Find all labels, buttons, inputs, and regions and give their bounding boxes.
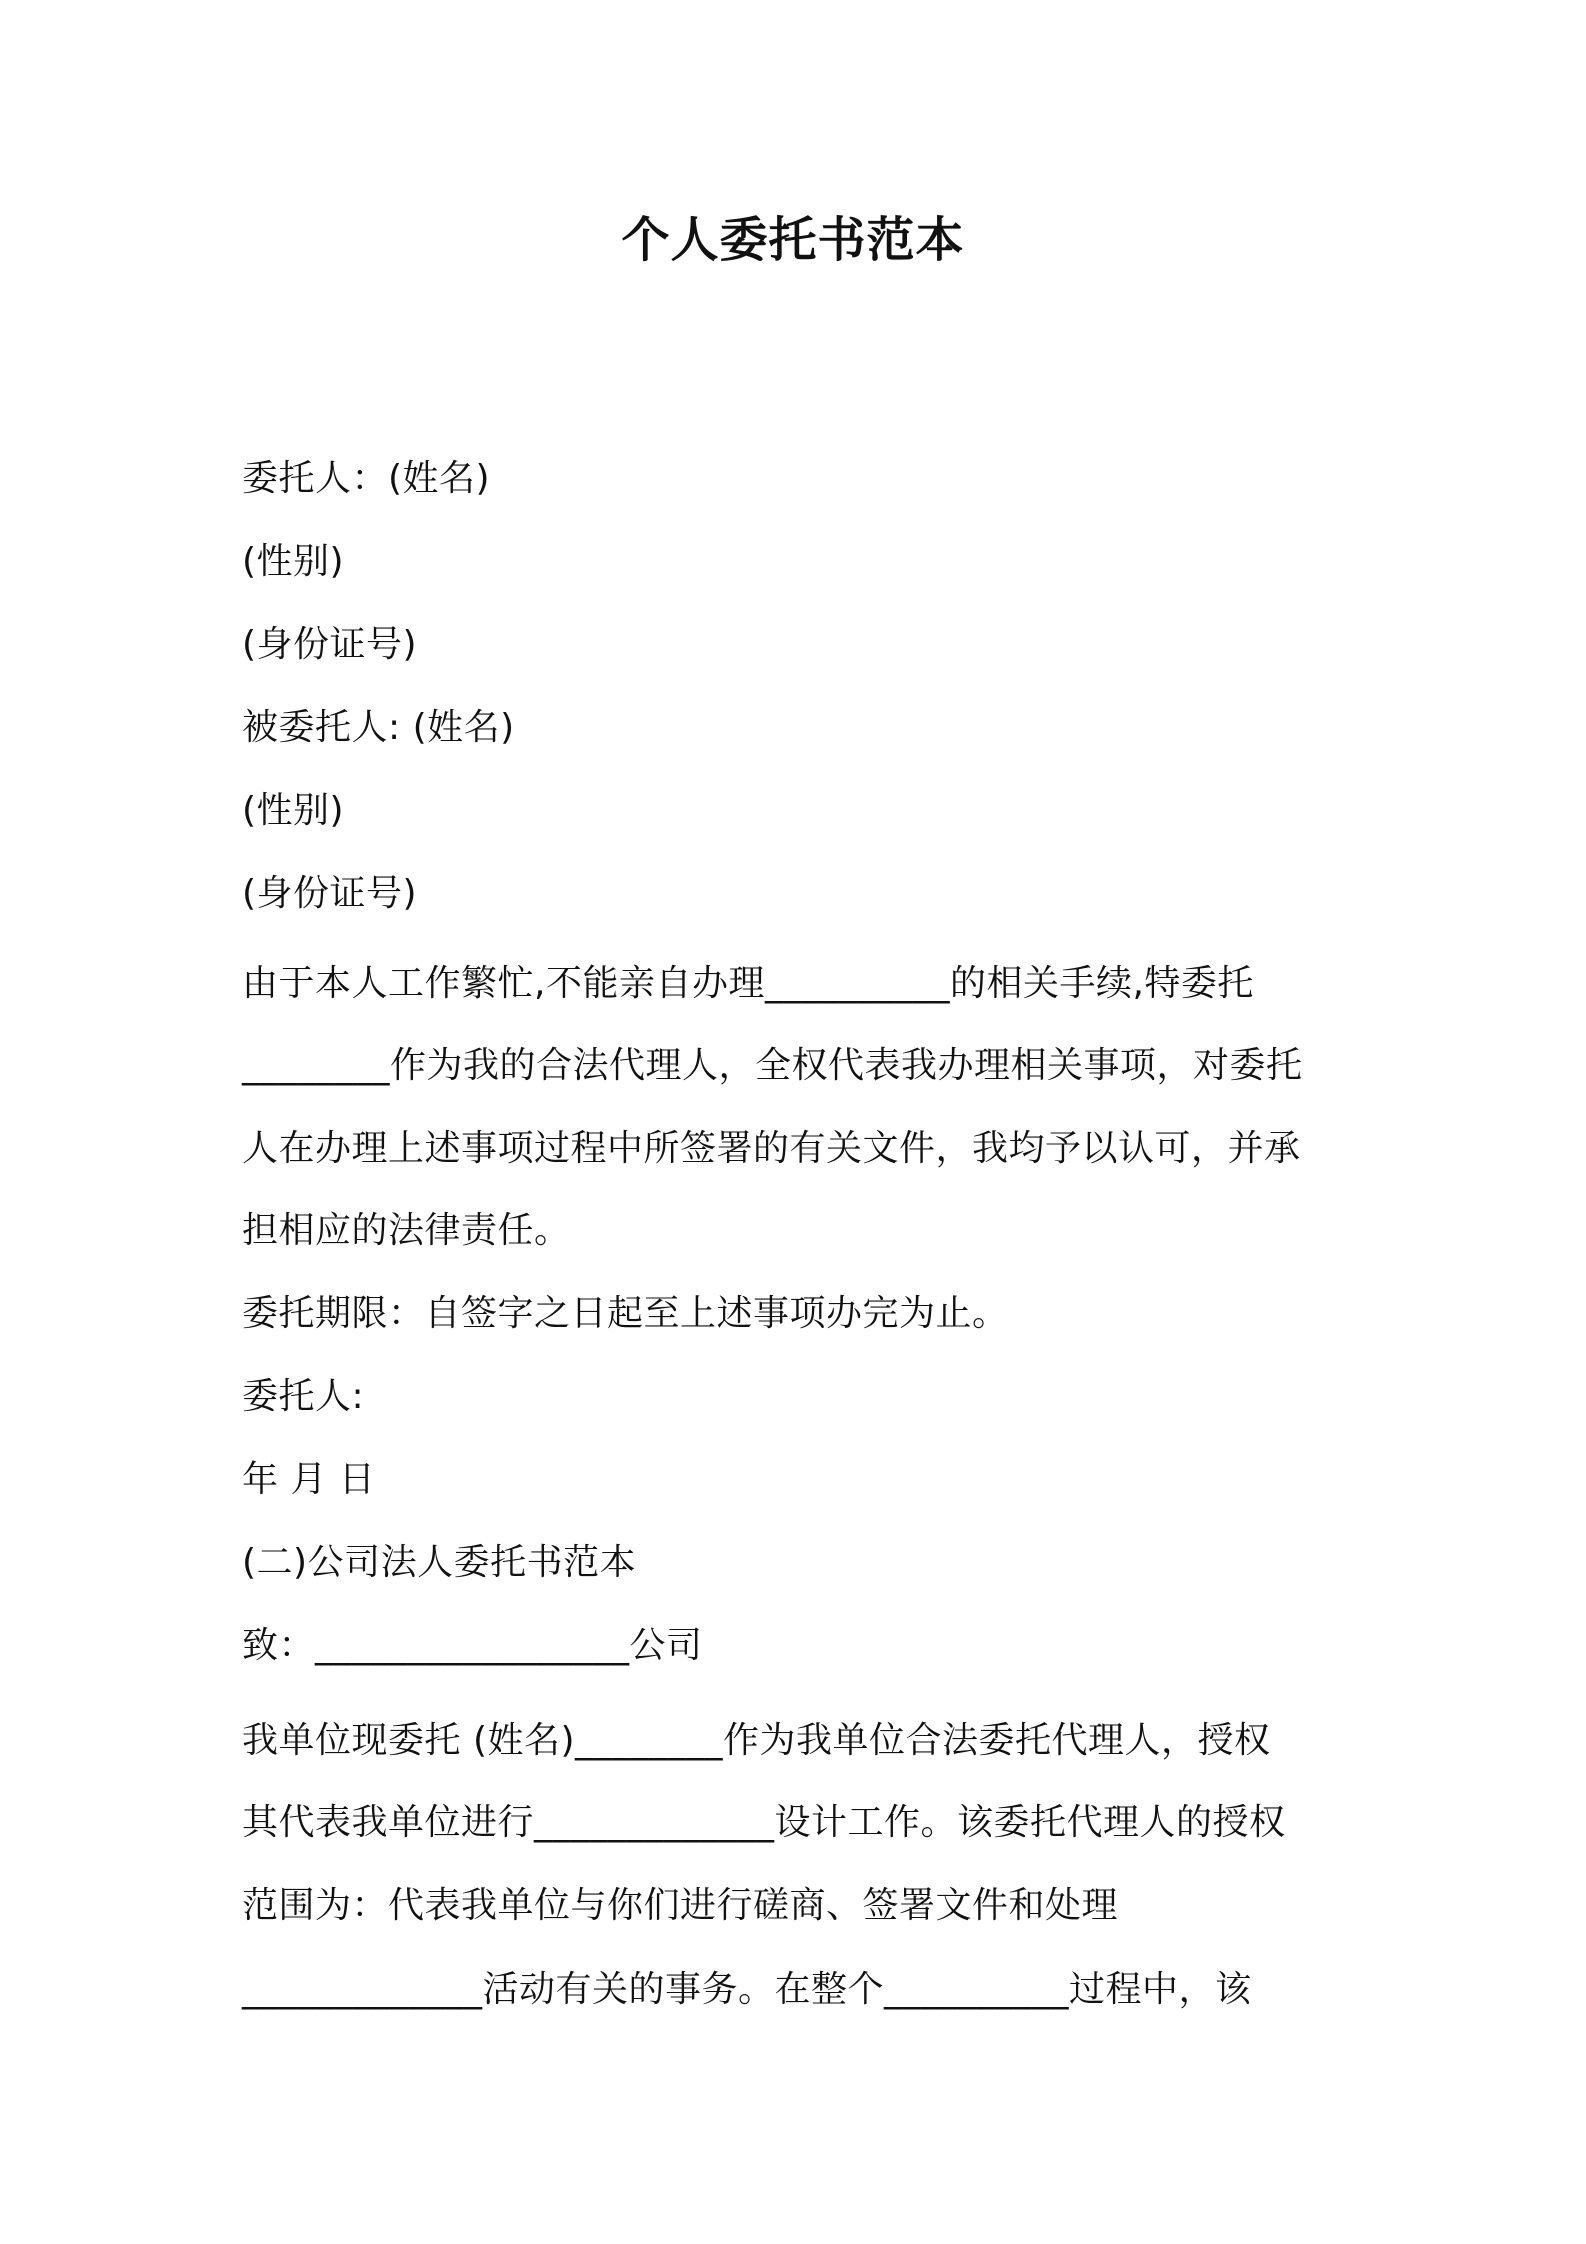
body-paragraph-line-1: 由于本人工作繁忙,不能亲自办理__________的相关手续,特委托 [242, 963, 1254, 1004]
section-two-heading: (二)公司法人委托书范本 [242, 1542, 637, 1583]
term-line: 委托期限：自签字之日起至上述事项办完为止。 [242, 1293, 1009, 1334]
principal-id-line: (身份证号) [242, 624, 418, 665]
date-line: 年 月 日 [242, 1459, 376, 1500]
corporate-paragraph-line-2: 其代表我单位进行_____________设计工作。该委托代理人的授权 [242, 1802, 1286, 1843]
agent-name-line: 被委托人: (姓名) [242, 707, 515, 748]
body-paragraph-line-3: 人在办理上述事项过程中所签署的有关文件，我均予以认可，并承 [242, 1128, 1301, 1169]
agent-id-line: (身份证号) [242, 873, 418, 914]
signature-principal-line: 委托人: [242, 1376, 365, 1417]
principal-name-line: 委托人：(姓名) [242, 458, 491, 499]
corporate-paragraph-line-1: 我单位现委托 (姓名)________作为我单位合法委托代理人，授权 [242, 1720, 1271, 1761]
body-paragraph-line-4: 担相应的法律责任。 [242, 1210, 571, 1251]
corporate-paragraph-line-4: _____________活动有关的事务。在整个__________过程中，该 [242, 1969, 1252, 2010]
addressee-line: 致：_________________公司 [242, 1625, 703, 1666]
agent-gender-line: (性别) [242, 790, 345, 831]
principal-gender-line: (性别) [242, 541, 345, 582]
body-paragraph-line-2: ________作为我的合法代理人，全权代表我办理相关事项，对委托 [242, 1045, 1303, 1086]
corporate-paragraph-line-3: 范围为：代表我单位与你们进行磋商、签署文件和处理 [242, 1885, 1119, 1926]
document-title: 个人委托书范本 [621, 212, 965, 268]
